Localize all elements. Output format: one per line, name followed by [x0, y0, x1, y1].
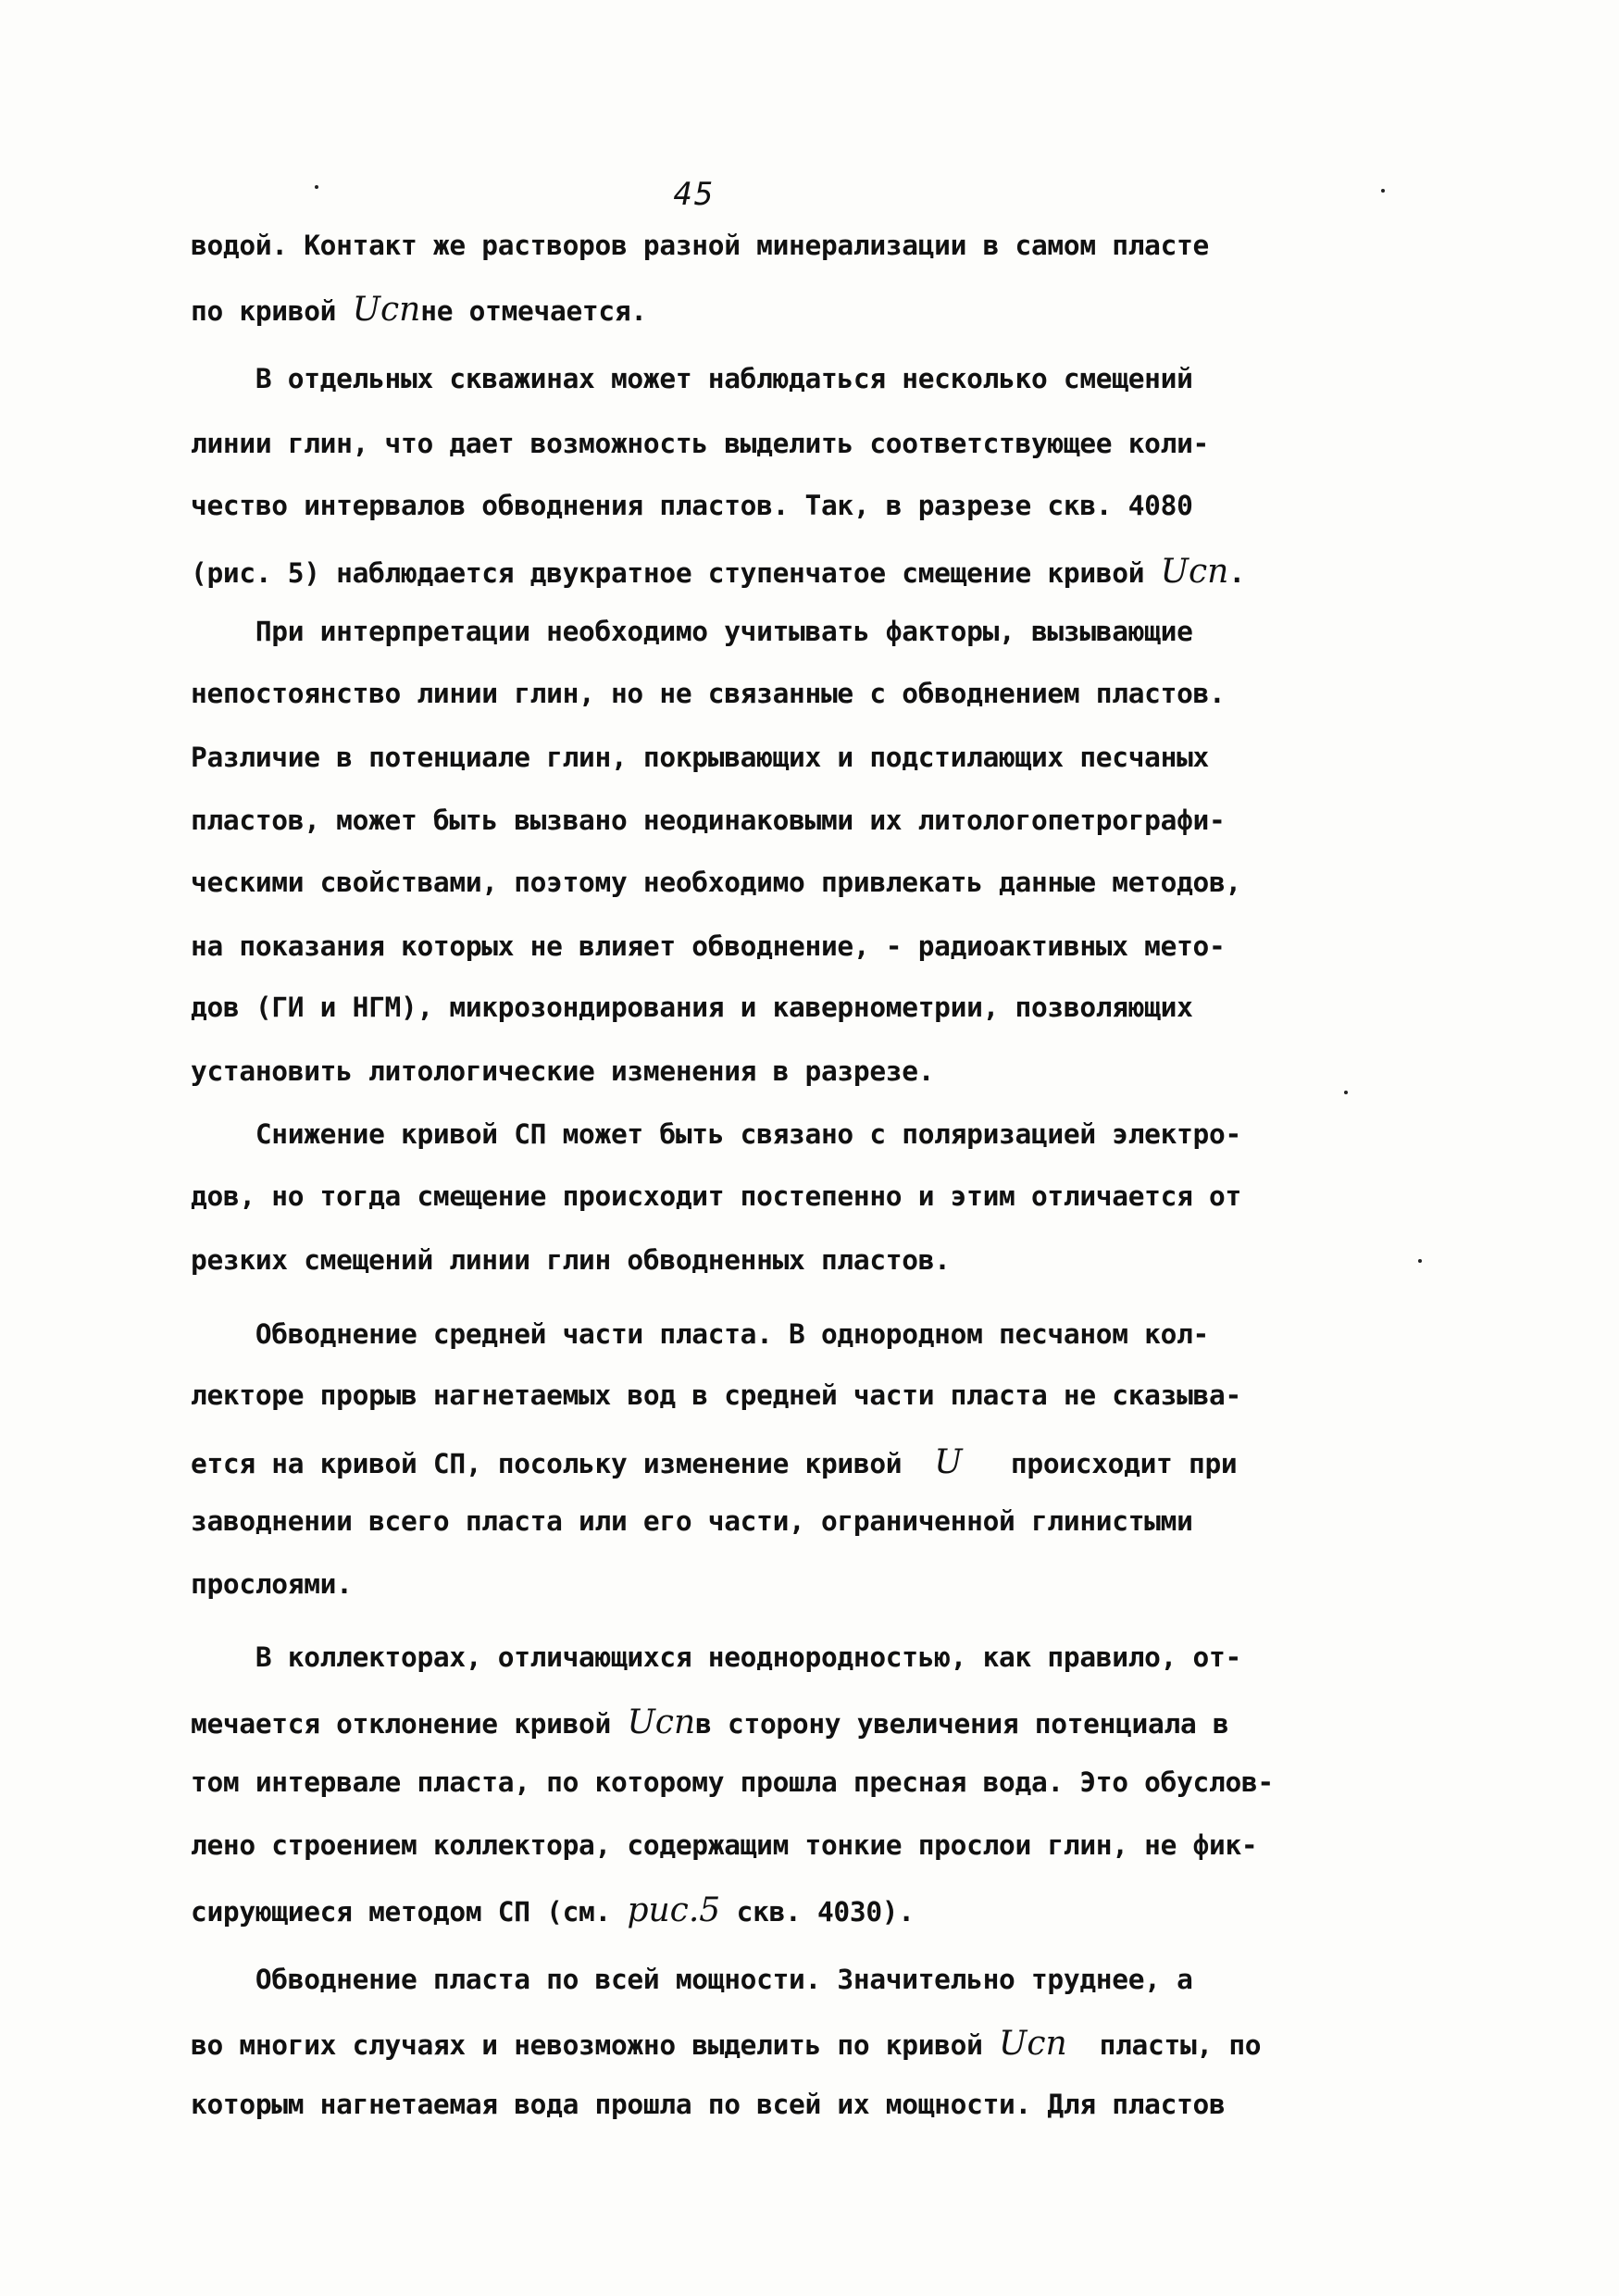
- text-segment: дов, но тогда смещение происходит постепенно и этим отличается от: [191, 1180, 1241, 1212]
- text-segment: резких смещений линии глин обводненных пластов.: [191, 1244, 951, 1276]
- text-line: [191, 1568, 353, 1600]
- text-line: [191, 1829, 1257, 1861]
- text-line: [191, 1703, 1228, 1741]
- text-segment: во многих случаях и невозможно выделить по кривой: [191, 2029, 1000, 2061]
- text-line: [191, 1318, 1209, 1350]
- text-line: [191, 490, 1193, 521]
- text-segment: происходит при: [962, 1448, 1238, 1479]
- text-segment: пластов, может быть вызвано неодинаковыми их литологопетрографи-: [191, 805, 1226, 836]
- page-number: 45: [673, 176, 716, 213]
- text-line: [191, 1505, 1193, 1537]
- text-line: [191, 428, 1209, 459]
- text-line: [191, 1443, 1237, 1481]
- text-segment: .: [1228, 557, 1245, 589]
- text-line: [191, 2089, 1225, 2120]
- text-segment: на показания которых не влияет обводнение, - радиоактивных мето-: [191, 930, 1226, 962]
- text-segment: лено строением коллектора, содержащим тонкие прослои глин, не фик-: [191, 1829, 1258, 1861]
- handwritten-symbol: Uсп: [352, 291, 421, 329]
- text-segment: ческими свойствами, поэтому необходимо привлекать данные методов,: [191, 867, 1241, 898]
- text-segment: непостоянство линии глин, но не связанные с обводнением пластов.: [191, 678, 1226, 709]
- text-segment: чество интервалов обводнения пластов. Так, в разрезе скв. 4080: [191, 490, 1193, 521]
- text-line: [191, 1964, 1193, 1995]
- text-segment: (рис. 5) наблюдается двукратное ступенчатое смещение кривой: [191, 557, 1161, 589]
- text-segment: установить литологические изменения в разрезе.: [191, 1055, 935, 1087]
- text-segment: Снижение кривой СП может быть связано с поляризацией электро-: [191, 1118, 1241, 1150]
- text-line: [191, 742, 1209, 773]
- text-line: [191, 291, 647, 329]
- text-segment: дов (ГИ и НГМ), микрозондирования и кавернометрии, позволяющих: [191, 992, 1193, 1023]
- handwritten-symbol: Uсп: [627, 1703, 696, 1741]
- handwritten-symbol: Uсп: [1160, 553, 1229, 591]
- text-segment: линии глин, что дает возможность выделить соответствующее коли-: [191, 428, 1210, 459]
- text-segment: Обводнение средней части пласта. В однородном песчаном кол-: [191, 1318, 1210, 1350]
- scan-speck: [1344, 1091, 1348, 1094]
- text-line: [191, 1180, 1241, 1212]
- text-segment: водой. Контакт же растворов разной минерализации в самом пласте: [191, 230, 1210, 261]
- text-segment: При интерпретации необходимо учитывать факторы, вызывающие: [191, 616, 1193, 647]
- scan-speck: [1418, 1259, 1422, 1263]
- text-segment: Различие в потенциале глин, покрывающих и подстилающих песчаных: [191, 742, 1210, 773]
- text-line: [191, 805, 1225, 836]
- text-segment: Обводнение пласта по всей мощности. Значительно труднее, а: [191, 1964, 1193, 1995]
- text-line: [191, 2025, 1261, 2063]
- text-line: [191, 1118, 1241, 1150]
- text-line: [191, 930, 1225, 962]
- text-segment: В коллекторах, отличающихся неоднородностью, как правило, от-: [191, 1641, 1241, 1673]
- text-segment: мечается отклонение кривой: [191, 1708, 628, 1740]
- text-segment: которым нагнетаемая вода прошла по всей их мощности. Для пластов: [191, 2089, 1226, 2120]
- text-segment: в сторону увеличения потенциала в: [695, 1708, 1229, 1740]
- text-segment: скв. 4030).: [720, 1896, 915, 1928]
- text-segment: заводнении всего пласта или его части, ограниченной глинистыми: [191, 1505, 1193, 1537]
- text-line: [191, 1244, 951, 1276]
- text-line: [191, 553, 1245, 591]
- text-segment: прослоями.: [191, 1568, 353, 1600]
- handwritten-symbol: Uсп: [999, 2025, 1067, 2063]
- text-segment: том интервале пласта, по которому прошла пресная вода. Это обуслов-: [191, 1766, 1274, 1798]
- handwritten-symbol: U: [934, 1443, 963, 1481]
- text-segment: В отдельных скважинах может наблюдаться несколько смещений: [191, 363, 1193, 394]
- text-segment: пласты, по: [1066, 2029, 1262, 2061]
- text-line: [191, 1641, 1241, 1673]
- scan-speck: [315, 185, 318, 189]
- text-segment: сирующиеся методом СП (см.: [191, 1896, 628, 1928]
- handwritten-symbol: рис.5: [627, 1891, 721, 1929]
- text-line: [191, 678, 1225, 709]
- text-line: [191, 992, 1193, 1023]
- text-segment: не отмечается.: [420, 295, 647, 327]
- text-segment: по кривой: [191, 295, 353, 327]
- text-line: [191, 1055, 934, 1087]
- text-segment: ется на кривой СП, посольку изменение кривой: [191, 1448, 935, 1479]
- text-line: [191, 230, 1209, 261]
- text-line: [191, 1766, 1274, 1798]
- text-line: [191, 363, 1193, 394]
- scan-speck: [1381, 189, 1385, 193]
- text-line: [191, 867, 1241, 898]
- text-segment: лекторе прорыв нагнетаемых вод в средней части пласта не сказыва-: [191, 1379, 1241, 1411]
- text-line: [191, 1891, 915, 1929]
- text-line: [191, 616, 1193, 647]
- text-line: [191, 1379, 1241, 1411]
